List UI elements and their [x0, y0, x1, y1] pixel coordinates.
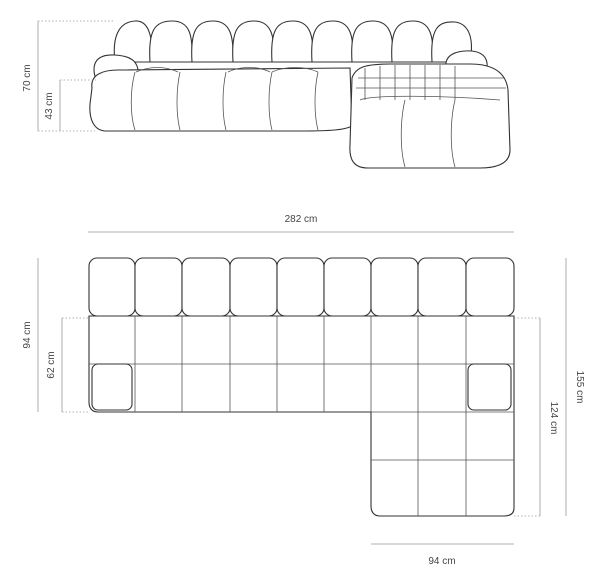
top-plan-view [22, 214, 585, 567]
seat-height-dimension [44, 80, 96, 131]
width-label: 282 cm [284, 214, 318, 225]
chaise-width-label: 94 cm [428, 556, 456, 567]
height-label: 70 cm [22, 64, 33, 92]
chaise-width-dimension [371, 544, 514, 567]
seat-base [90, 68, 352, 131]
chaise-seat-length-dimension [514, 318, 559, 516]
plan-right-armrest [468, 364, 511, 410]
seat-depth-dimension [46, 318, 89, 412]
depth-label: 94 cm [22, 321, 33, 349]
depth-dimension [22, 258, 38, 412]
front-elevation-view [22, 21, 510, 168]
width-dimension [88, 214, 514, 232]
seat-depth-label: 62 cm [46, 351, 57, 379]
plan-seat-area [89, 316, 514, 516]
chaise-front [350, 64, 510, 168]
chaise-seat-length-label: 124 cm [548, 401, 559, 435]
back-cushions [114, 21, 471, 62]
chaise-length-label: 155 cm [574, 370, 585, 404]
seat-height-label: 43 cm [44, 92, 55, 120]
plan-left-armrest [92, 364, 132, 410]
plan-back-row [89, 258, 514, 316]
chaise-length-dimension [566, 258, 585, 516]
